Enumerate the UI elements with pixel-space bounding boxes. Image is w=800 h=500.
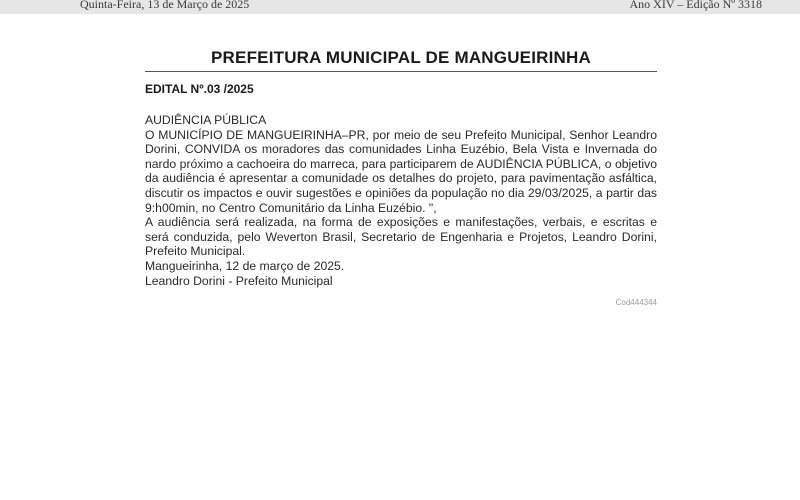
document-body [145, 113, 657, 288]
title-divider [145, 71, 657, 72]
signature: Leandro Dorini - Prefeito Municipal [145, 273, 333, 288]
place-date: Mangueirinha, 12 de março de 2025. [145, 258, 345, 273]
subject-line: AUDIÊNCIA PÚBLICA [145, 113, 267, 127]
edition-number: Ano XIV – Edição Nº 3318 [629, 0, 762, 11]
section-title: PREFEITURA MUNICIPAL DE MANGUEIRINHA [211, 48, 591, 67]
paragraph-invitation: O MUNICÍPIO DE MANGUEIRINHA–PR, por meio de seu Prefeito Municipal, Senhor Leandro Dorini, CONVIDA os moradores das comunidades Linha Euzébio, Bela Vista e Invernada do nardo próximo a cachoeira do marreca, para participarem de AUDIÊNCIA PÚBLICA, o objetivo da audiência é apresentar a comunidade os detalhes do projeto, para pavimentação asfáltica, discutir os impactos e ouvir sugestões e opiniões da população no dia 29/03/2025, a partir das 9:h00min, no Centro Comunitário da Linha Euzébio. ", [145, 127, 657, 215]
paragraph-details: A audiência será realizada, na forma de exposições e manifestações, verbais, e escritas e será conduzida, pelo Weverton Brasil, Secretario de Engenharia e Projetos, Leandro Dorini, Prefeito Municipal. [145, 215, 657, 259]
document-code: Cod444344 [615, 298, 657, 307]
publication-date: Quinta-Feira, 13 de Março de 2025 [80, 0, 250, 11]
header-bar [0, 0, 800, 14]
edital-title: EDITAL Nº.03 /2025 [145, 82, 254, 96]
